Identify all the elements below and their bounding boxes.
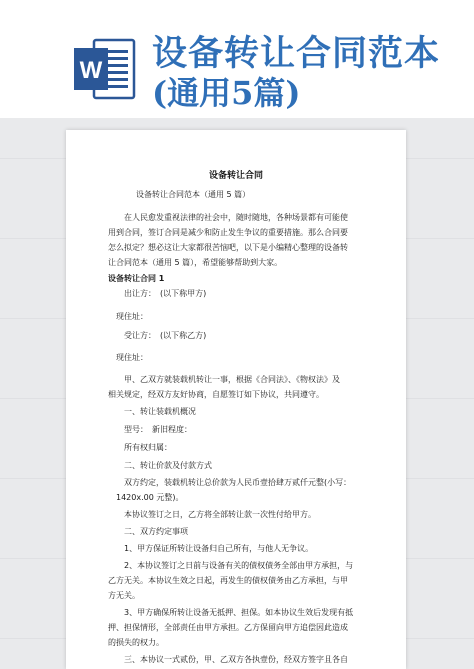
doc-line: 受让方： (以下称乙方) (124, 331, 207, 340)
doc-line: 二、双方约定事项 (124, 527, 188, 536)
doc-line: 二、转让价款及付款方式 (124, 461, 212, 470)
document-title: 设备转让合同 (208, 171, 263, 181)
doc-line: 2、本协议签订之日前与设备有关的债权债务全部由甲方承担，与 (124, 561, 354, 570)
doc-line: 型号： 新旧程度： (124, 425, 192, 434)
doc-line: 双方约定，装载机转让总价款为人民币壹拾肆万贰仟元整(小写： (124, 478, 352, 487)
doc-line: 1、甲方保证所转让设备归自己所有，与他人无争议。 (124, 544, 314, 553)
doc-line: 押、担保情形，全部责任由甲方承担。乙方保留向甲方追偿因此造成 (108, 623, 348, 632)
doc-line: 怎么拟定？想必这让大家都很苦恼吧，以下是小编精心整理的设备转 (108, 243, 348, 252)
doc-line: 3、甲方确保所转让设备无抵押、担保。如本协议生效后发现有抵 (124, 608, 354, 617)
doc-line: 方无关。 (108, 591, 140, 600)
page-subtitle: (通用5篇) (152, 74, 301, 112)
section-heading: 设备转让合同 1 (108, 274, 165, 283)
doc-line: 现住址： (116, 312, 148, 321)
doc-line: 现住址： (116, 353, 148, 362)
doc-line: 1420x.00 元整)。 (116, 493, 184, 502)
doc-line: 在人民愈发重视法律的社会中，随时随地，各种场景都有可能使 (124, 213, 348, 222)
word-document-icon (74, 36, 136, 102)
document-page (66, 130, 406, 669)
doc-line: 甲、乙双方就装载机转让一事，根据《合同法》、《物权法》及 (124, 375, 340, 384)
doc-line: 乙方无关。本协议生效之日起，再发生的债权债务由乙方承担，与甲 (108, 576, 348, 585)
doc-line: 出让方： (以下称甲方) (124, 289, 207, 298)
doc-line: 设备转让合同范本（通用 5 篇） (136, 190, 251, 199)
doc-line: 本协议签订之日，乙方将全部转让款一次性付给甲方。 (124, 510, 316, 519)
page-title: 设备转让合同范本 (152, 34, 441, 74)
doc-line: 所有权归属： (124, 443, 172, 452)
doc-line: 用到合同，签订合同是减少和防止发生争议的重要措施。那么合同要 (108, 228, 348, 237)
word-icon-letter: W (79, 57, 103, 84)
doc-line: 让合同范本（通用 5 篇），希望能够帮助到大家。 (108, 258, 283, 267)
doc-line: 的损失的权力。 (108, 638, 164, 647)
doc-line: 一、转让装载机概况 (124, 407, 196, 416)
header (0, 0, 474, 118)
doc-line: 相关规定，经双方友好协商，自愿签订如下协议，共同遵守。 (108, 390, 324, 399)
doc-line: 三、本协议一式贰份，甲、乙双方各执壹份，经双方签字且各自 (124, 655, 348, 664)
